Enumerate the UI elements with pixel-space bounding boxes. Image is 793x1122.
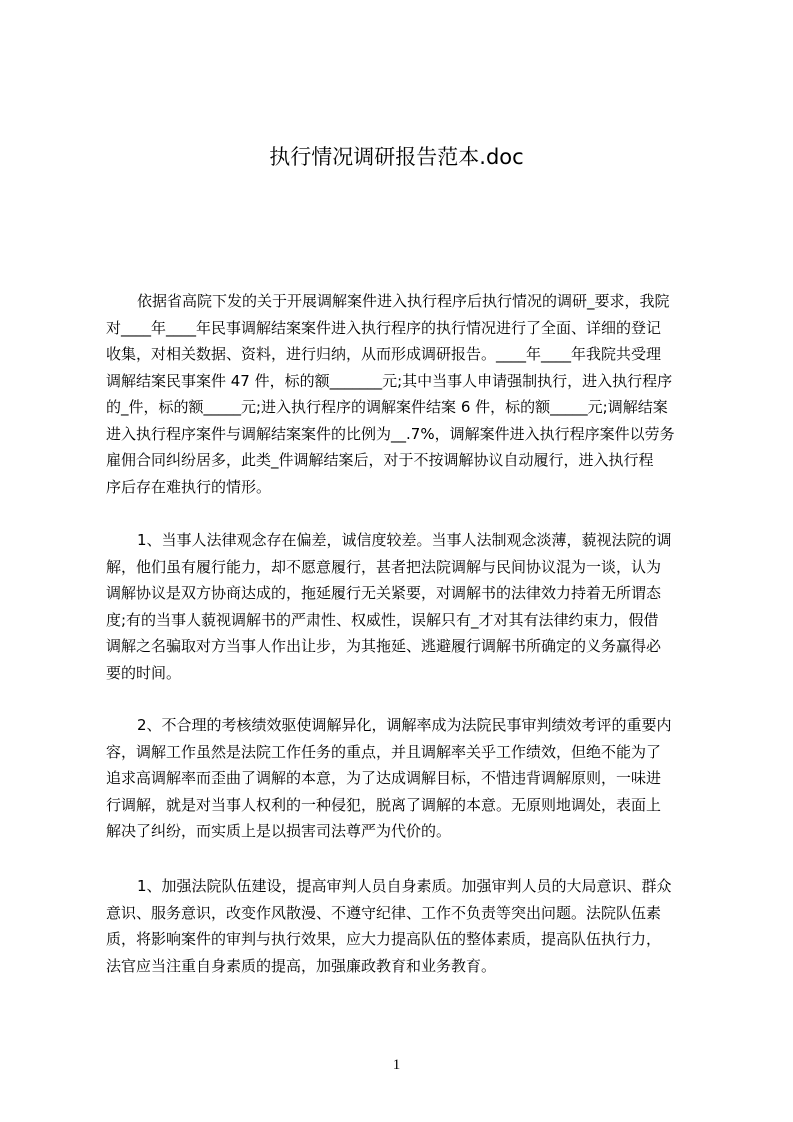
paragraph-4 (106, 873, 716, 979)
text-line: 容，调解工作虽然是法院工作任务的重点，并且调解率关乎工作绩效，但绝不能为了 (106, 742, 662, 761)
text-line: 行调解，就是对当事人权利的一种侵犯，脱离了调解的本意。无原则地调处，表面上 (106, 795, 662, 814)
text-line: 依据省高院下发的关于开展调解案件进入执行程序后执行情况的调研_要求，我院 (137, 292, 670, 310)
text-line: 质，将影响案件的审判与执行效果，应大力提高队伍的整体素质，提高队伍执行力， (106, 930, 662, 948)
text-line: 意识、服务意识，改变作风散漫、不遵守纪律、工作不负责等突出问题。法院队伍素 (106, 903, 662, 922)
text-line: 序后存在难执行的情形。 (106, 477, 272, 496)
text-line: 进入执行程序案件与调解结案案件的比例为__.7%，调解案件进入执行程序案件以劳务 (106, 424, 675, 443)
paragraph-3 (106, 712, 716, 845)
text-line: 法官应当注重自身素质的提高，加强廉政教育和业务教育。 (106, 956, 497, 975)
text-line: 追求高调解率而歪曲了调解的本意，为了达成调解目标，不惜违背调解原则，一味进 (106, 769, 662, 787)
text-line: 解决了纠纷，而实质上是以损害司法尊严为代价的。 (106, 822, 452, 840)
text-line: 收集，对相关数据、资料，进行归纳，从而形成调研报告。____年____年我院共受理 (106, 345, 662, 363)
text-line: 解，他们虽有履行能力，却不愿意履行，甚者把法院调解与民间协议混为一谈，认为 (106, 557, 662, 576)
text-line: 的_件，标的额_____元;进入执行程序的调解案件结案 6 件，标的额_____元;调解结案 (106, 398, 668, 416)
text-line: 1、加强法院队伍建设，提高审判人员自身素质。加强审判人员的大局意识、群众 (137, 877, 672, 895)
paragraph-2 (106, 527, 716, 686)
text-line: 调解协议是双方协商达成的，拖延履行无关紧要，对调解书的法律效力持着无所谓态 (106, 584, 662, 602)
text-line: 对____年____年民事调解结案案件进入执行程序的执行情况进行了全面、详细的登记 (106, 318, 662, 337)
text-line: 度;有的当事人藐视调解书的严肃性、权威性，误解只有_才对其有法律约束力，假借 (106, 610, 659, 629)
text-line: 雇佣合同纠纷居多，此类_件调解结案后，对于不按调解协议自动履行，进入执行程 (106, 451, 654, 469)
paragraph-1 (106, 288, 716, 500)
text-line: 2、不合理的考核绩效驱使调解异化，调解率成为法院民事审判绩效考评的重要内 (137, 716, 672, 734)
page-number: 1 (392, 1057, 401, 1073)
text-line: 调解结案民事案件 47 件，标的额_______元;其中当事人申请强制执行，进入执行程序 (106, 371, 673, 390)
text-line: 要的时间。 (106, 663, 182, 682)
text-line: 1、当事人法律观念存在偏差，诚信度较差。当事人法制观念淡薄，藐视法院的调 (137, 531, 672, 549)
text-line: 调解之名骗取对方当事人作出让步，为其拖延、逃避履行调解书所确定的义务赢得必 (106, 637, 662, 655)
page-title: 执行情况调研报告范本.doc (269, 145, 524, 169)
